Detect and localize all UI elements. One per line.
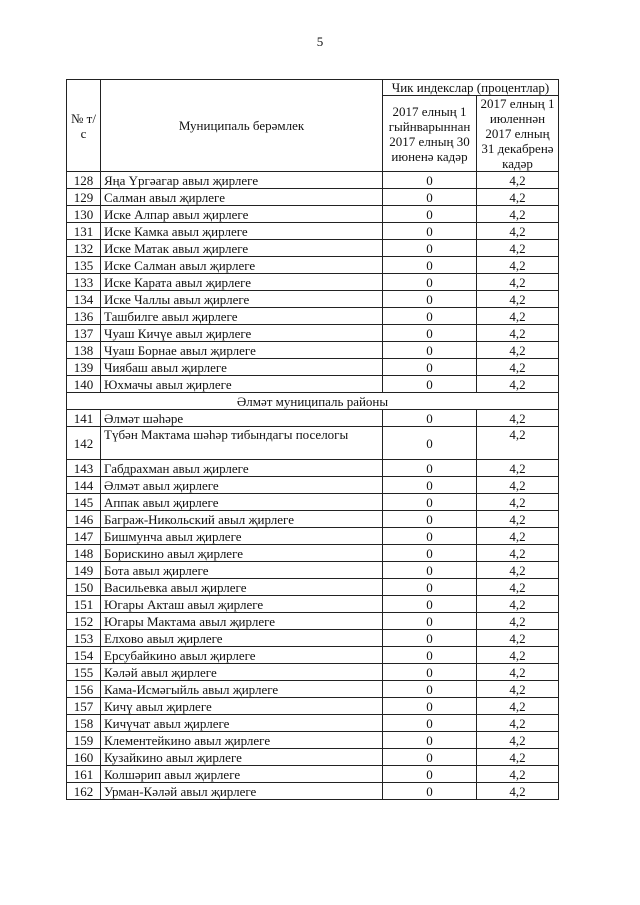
row-index-first-half: 0 (383, 308, 477, 325)
table-row (67, 545, 559, 562)
table-row (67, 749, 559, 766)
row-index-second-half: 4,2 (477, 189, 559, 206)
row-index-second-half: 4,2 (477, 257, 559, 274)
row-index-first-half: 0 (383, 613, 477, 630)
row-index-second-half: 4,2 (477, 664, 559, 681)
row-index-second-half: 4,2 (477, 172, 559, 189)
row-index-second-half: 4,2 (477, 783, 559, 800)
row-municipality: Иске Матак авыл җирлеге (101, 240, 383, 257)
row-municipality: Чуаш Борнае авыл җирлеге (101, 342, 383, 359)
row-index-second-half: 4,2 (477, 596, 559, 613)
row-index-second-half: 4,2 (477, 528, 559, 545)
row-number: 139 (67, 359, 101, 376)
row-number: 158 (67, 715, 101, 732)
row-index-second-half: 4,2 (477, 511, 559, 528)
table-row (67, 189, 559, 206)
table-row (67, 511, 559, 528)
row-municipality: Бишмунча авыл җирлеге (101, 528, 383, 545)
row-number: 159 (67, 732, 101, 749)
table-row (67, 562, 559, 579)
table-row (67, 715, 559, 732)
row-index-first-half: 0 (383, 766, 477, 783)
row-index-first-half: 0 (383, 698, 477, 715)
row-index-first-half: 0 (383, 427, 477, 460)
row-municipality: Иске Салман авыл җирлеге (101, 257, 383, 274)
row-number: 140 (67, 376, 101, 393)
table-row (67, 325, 559, 342)
row-municipality: Борискино авыл җирлеге (101, 545, 383, 562)
header-number: № т/с (67, 80, 101, 172)
row-index-first-half: 0 (383, 579, 477, 596)
row-index-first-half: 0 (383, 545, 477, 562)
row-index-first-half: 0 (383, 359, 477, 376)
row-number: 151 (67, 596, 101, 613)
row-number: 156 (67, 681, 101, 698)
indices-table (66, 79, 559, 800)
table-row (67, 291, 559, 308)
table-row (67, 732, 559, 749)
row-number: 131 (67, 223, 101, 240)
row-index-second-half: 4,2 (477, 308, 559, 325)
row-index-first-half: 0 (383, 325, 477, 342)
row-municipality: Баграж-Никольский авыл җирлеге (101, 511, 383, 528)
row-index-second-half: 4,2 (477, 410, 559, 427)
row-index-second-half: 4,2 (477, 376, 559, 393)
row-number: 144 (67, 477, 101, 494)
row-index-second-half: 4,2 (477, 325, 559, 342)
row-index-first-half: 0 (383, 494, 477, 511)
table-row (67, 376, 559, 393)
row-index-first-half: 0 (383, 274, 477, 291)
row-index-second-half: 4,2 (477, 681, 559, 698)
row-index-first-half: 0 (383, 240, 477, 257)
table-row (67, 460, 559, 477)
row-number: 146 (67, 511, 101, 528)
row-municipality: Кичү авыл җирлеге (101, 698, 383, 715)
row-number: 157 (67, 698, 101, 715)
table-row (67, 223, 559, 240)
row-municipality: Салман авыл җирлеге (101, 189, 383, 206)
row-index-second-half: 4,2 (477, 359, 559, 376)
row-number: 129 (67, 189, 101, 206)
row-index-second-half: 4,2 (477, 562, 559, 579)
row-index-first-half: 0 (383, 664, 477, 681)
table-body-part2 (67, 410, 559, 800)
table-row (67, 477, 559, 494)
row-index-second-half: 4,2 (477, 274, 559, 291)
row-number: 134 (67, 291, 101, 308)
row-index-first-half: 0 (383, 460, 477, 477)
table-row (67, 613, 559, 630)
row-index-first-half: 0 (383, 223, 477, 240)
row-index-second-half: 4,2 (477, 766, 559, 783)
row-municipality: Әлмәт шәһәре (101, 410, 383, 427)
row-index-first-half: 0 (383, 477, 477, 494)
row-municipality: Чиябаш авыл җирлеге (101, 359, 383, 376)
table-row (67, 257, 559, 274)
row-number: 152 (67, 613, 101, 630)
row-municipality: Васильевка авыл җирлеге (101, 579, 383, 596)
row-index-first-half: 0 (383, 647, 477, 664)
header-limit-indices: Чик индекслар (процентлар) (383, 80, 559, 96)
page-number: 5 (316, 34, 324, 49)
row-index-second-half: 4,2 (477, 732, 559, 749)
row-index-second-half: 4,2 (477, 206, 559, 223)
row-municipality: Клементейкино авыл җирлеге (101, 732, 383, 749)
row-index-first-half: 0 (383, 562, 477, 579)
row-municipality: Иске Карата авыл җирлеге (101, 274, 383, 291)
row-municipality: Иске Чаллы авыл җирлеге (101, 291, 383, 308)
row-number: 160 (67, 749, 101, 766)
row-index-second-half: 4,2 (477, 291, 559, 308)
row-municipality: Кәләй авыл җирлеге (101, 664, 383, 681)
row-number: 149 (67, 562, 101, 579)
row-number: 138 (67, 342, 101, 359)
row-municipality: Чуаш Кичүе авыл җирлеге (101, 325, 383, 342)
table-row (67, 308, 559, 325)
table-row (67, 240, 559, 257)
row-number: 162 (67, 783, 101, 800)
row-number: 141 (67, 410, 101, 427)
row-index-second-half: 4,2 (477, 749, 559, 766)
row-number: 135 (67, 257, 101, 274)
row-municipality: Ерсубайкино авыл җирлеге (101, 647, 383, 664)
row-number: 130 (67, 206, 101, 223)
row-index-first-half: 0 (383, 528, 477, 545)
row-number: 137 (67, 325, 101, 342)
table-row (67, 630, 559, 647)
row-number: 136 (67, 308, 101, 325)
table-row (67, 410, 559, 427)
row-municipality: Түбән Мактама шәһәр тибындагы поселогы (101, 427, 383, 460)
row-index-second-half: 4,2 (477, 613, 559, 630)
row-index-first-half: 0 (383, 596, 477, 613)
row-municipality: Иске Алпар авыл җирлеге (101, 206, 383, 223)
row-index-first-half: 0 (383, 511, 477, 528)
table-row (67, 206, 559, 223)
header-municipality: Муниципаль берәмлек (101, 80, 383, 172)
row-number: 133 (67, 274, 101, 291)
row-index-second-half: 4,2 (477, 698, 559, 715)
row-index-second-half: 4,2 (477, 579, 559, 596)
row-number: 147 (67, 528, 101, 545)
section-row-group (67, 393, 559, 410)
row-municipality: Аппак авыл җирлеге (101, 494, 383, 511)
row-municipality: Кама-Исмәгыйль авыл җирлеге (101, 681, 383, 698)
row-index-first-half: 0 (383, 410, 477, 427)
row-municipality: Ташбилге авыл җирлеге (101, 308, 383, 325)
row-number: 153 (67, 630, 101, 647)
row-municipality: Югары Мактама авыл җирлеге (101, 613, 383, 630)
table-header (67, 80, 559, 172)
row-municipality: Яңа Үргәагар авыл җирлеге (101, 172, 383, 189)
table-row (67, 664, 559, 681)
table-row (67, 494, 559, 511)
row-index-first-half: 0 (383, 342, 477, 359)
row-index-first-half: 0 (383, 732, 477, 749)
row-index-second-half: 4,2 (477, 630, 559, 647)
row-number: 145 (67, 494, 101, 511)
row-municipality: Әлмәт авыл җирлеге (101, 477, 383, 494)
row-index-second-half: 4,2 (477, 427, 559, 460)
row-municipality: Югары Акташ авыл җирлеге (101, 596, 383, 613)
row-index-second-half: 4,2 (477, 494, 559, 511)
row-index-second-half: 4,2 (477, 342, 559, 359)
row-number: 143 (67, 460, 101, 477)
table-row (67, 528, 559, 545)
row-index-first-half: 0 (383, 630, 477, 647)
table-row (67, 172, 559, 189)
section-title: Әлмәт муниципаль районы (67, 393, 559, 410)
table-row (67, 359, 559, 376)
row-index-second-half: 4,2 (477, 240, 559, 257)
row-index-first-half: 0 (383, 749, 477, 766)
table-row (67, 427, 559, 460)
table-body-part1 (67, 172, 559, 393)
row-number: 128 (67, 172, 101, 189)
table-row (67, 698, 559, 715)
section-row (67, 393, 559, 410)
header-period-first-half: 2017 елның 1 гыйнварыннан 2017 елның 30 июненә кадәр (383, 96, 477, 172)
row-index-first-half: 0 (383, 206, 477, 223)
row-number: 155 (67, 664, 101, 681)
row-index-first-half: 0 (383, 291, 477, 308)
row-municipality: Кичүчат авыл җирлеге (101, 715, 383, 732)
header-period-second-half: 2017 елның 1 июленнән 2017 елның 31 декабренә кадәр (477, 96, 559, 172)
row-index-second-half: 4,2 (477, 647, 559, 664)
row-number: 132 (67, 240, 101, 257)
row-index-first-half: 0 (383, 681, 477, 698)
row-municipality: Урман-Кәләй авыл җирлеге (101, 783, 383, 800)
row-municipality: Габдрахман авыл җирлеге (101, 460, 383, 477)
row-municipality: Колшәрип авыл җирлеге (101, 766, 383, 783)
row-number: 154 (67, 647, 101, 664)
row-index-first-half: 0 (383, 783, 477, 800)
row-number: 142 (67, 427, 101, 460)
row-number: 148 (67, 545, 101, 562)
row-municipality: Бота авыл җирлеге (101, 562, 383, 579)
table-row (67, 274, 559, 291)
row-index-second-half: 4,2 (477, 477, 559, 494)
row-municipality: Иске Камка авыл җирлеге (101, 223, 383, 240)
row-index-second-half: 4,2 (477, 715, 559, 732)
table-row (67, 647, 559, 664)
row-index-second-half: 4,2 (477, 223, 559, 240)
row-number: 150 (67, 579, 101, 596)
table-row (67, 342, 559, 359)
row-index-first-half: 0 (383, 172, 477, 189)
row-index-first-half: 0 (383, 715, 477, 732)
table-row (67, 596, 559, 613)
table-row (67, 766, 559, 783)
table-row (67, 783, 559, 800)
table-row (67, 579, 559, 596)
row-municipality: Юхмачы авыл җирлеге (101, 376, 383, 393)
row-municipality: Кузайкино авыл җирлеге (101, 749, 383, 766)
row-index-first-half: 0 (383, 257, 477, 274)
table-row (67, 681, 559, 698)
row-municipality: Елхово авыл җирлеге (101, 630, 383, 647)
row-index-first-half: 0 (383, 189, 477, 206)
row-index-second-half: 4,2 (477, 545, 559, 562)
row-index-first-half: 0 (383, 376, 477, 393)
row-number: 161 (67, 766, 101, 783)
row-index-second-half: 4,2 (477, 460, 559, 477)
